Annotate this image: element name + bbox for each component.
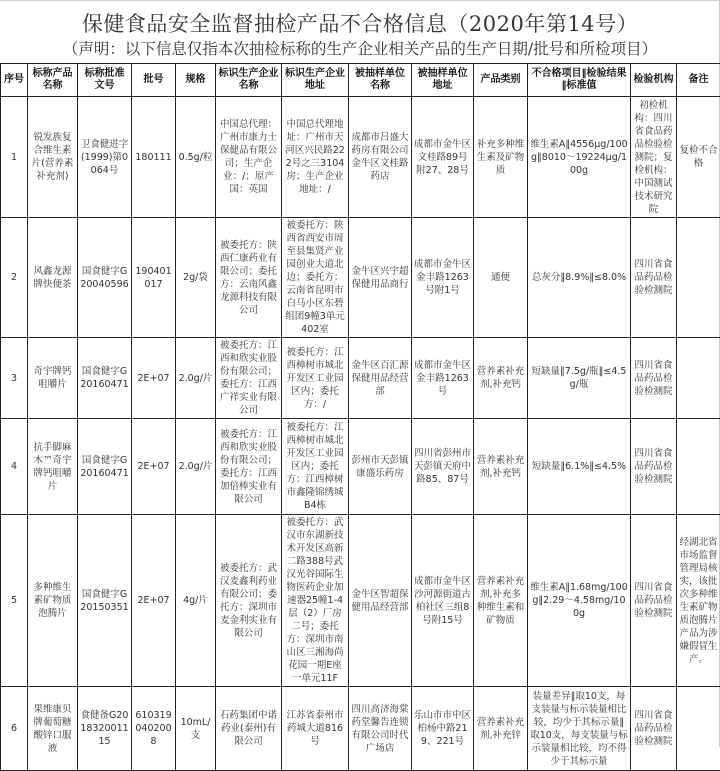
header-manufacturer: 标识生产企业名称 — [216, 64, 282, 97]
table-row — [1, 419, 720, 515]
cell-lab: 四川省食品药品检验检测院 — [631, 515, 677, 687]
cell-product-name: 果维康贝牌葡萄糖酸锌口服液 — [28, 687, 78, 771]
header-remark: 备注 — [677, 64, 720, 97]
cell-remark: 经湖北省市场监督管理局核实，该批次多种维生素矿物质泡腾片产品为涉嫌假冒生产。 — [677, 515, 720, 687]
cell-lab: 四川省食品药品检验检测院 — [631, 419, 677, 515]
cell-spec: 2g/袋 — [176, 218, 216, 338]
cell-product-name: 奇宇牌钙咀嚼片 — [28, 338, 78, 419]
cell-sampled-address: 成都市金牛区沙河源街道古柏社区三组8号附15号 — [412, 515, 474, 687]
table-row — [1, 218, 720, 338]
header-lab: 检验机构 — [631, 64, 677, 97]
cell-product-name: 多种维生素矿物质泡腾片 — [28, 515, 78, 687]
cell-failed-item: 短缺量‖7.5g/瓶‖≤4.5g/瓶 — [528, 338, 631, 419]
cell-sampled-address: 四川省彭州市天彭镇天府中路85、87号 — [412, 419, 474, 515]
cell-failed-item: 维生素A‖4556μg/100g‖8010～19224μg/100g — [528, 97, 631, 218]
cell-remark — [677, 338, 720, 419]
header-manufacturer-address: 标识生产企业地址 — [282, 64, 349, 97]
cell-failed-item: 短缺量‖6.1%‖≤4.5% — [528, 419, 631, 515]
cell-product-name: 锐发族复合维生素片(营养素补充剂) — [28, 97, 78, 218]
cell-no: 2 — [1, 218, 28, 338]
header-sampled-address: 被抽样单位地址 — [412, 64, 474, 97]
cell-manufacturer-address: 中国总代理地址：广州市天河区兴民路222号之三3104房；生产企业地址：/ — [282, 97, 349, 218]
cell-batch-no: 2E+07 — [132, 338, 176, 419]
document-subtitle: （声明：以下信息仅指本次抽检标称的生产企业相关产品的生产日期/批号和所检项目） — [0, 37, 720, 59]
cell-remark — [677, 419, 720, 515]
cell-sampled-address: 成都市金牛区金丰路1263号 — [412, 338, 474, 419]
cell-manufacturer: 被委托方：武汉麦鑫利药业有限公司；委托方：深圳市麦金利实业有限公司 — [216, 515, 282, 687]
header-no: 序号 — [1, 64, 28, 97]
table-row — [1, 515, 720, 687]
cell-sampled-unit: 彭州市天彭镇康盛乐药房 — [349, 419, 412, 515]
cell-no: 6 — [1, 687, 28, 771]
table-row — [1, 97, 720, 218]
cell-manufacturer: 中国总代理：广州市康力士保健品有限公司；生产企业：/；原产国：英国 — [216, 97, 282, 218]
cell-failed-item: 总灰分‖8.9%‖≤8.0% — [528, 218, 631, 338]
cell-approval-no: 卫食健进字(1999)第0064号 — [78, 97, 132, 218]
cell-no: 5 — [1, 515, 28, 687]
cell-sampled-unit: 金牛区兴宇超保健用品商行 — [349, 218, 412, 338]
cell-batch-no: 190401017 — [132, 218, 176, 338]
cell-category: 营养素补充剂,补充钙 — [474, 338, 528, 419]
cell-sampled-address: 成都市金牛区金丰路1263号附1号 — [412, 218, 474, 338]
cell-batch-no: 2E+07 — [132, 419, 176, 515]
cell-product-name: 抗手脚麻木™奇宇牌钙咀嚼片 — [28, 419, 78, 515]
cell-sampled-address: 成都市金牛区文桂路89号附27、28号 — [412, 97, 474, 218]
inspection-table — [0, 63, 720, 771]
cell-sampled-unit: 成都市吕盛大药房有限公司金牛区文桂路药店 — [349, 97, 412, 218]
cell-approval-no: 国食健字G20160471 — [78, 419, 132, 515]
cell-remark: 复检不合格 — [677, 97, 720, 218]
cell-manufacturer: 被委托方：江西和欣实业股份有限公司；委托方：江西加倍棒实业有限公司 — [216, 419, 282, 515]
cell-approval-no: 国食健字G20150351 — [78, 515, 132, 687]
cell-category: 通便 — [474, 218, 528, 338]
cell-sampled-address: 乐山市市中区柏杨中路219、221号 — [412, 687, 474, 771]
cell-failed-item: 维生素A‖1.68mg/100g‖2.29～4.58mg/100g — [528, 515, 631, 687]
cell-manufacturer-address: 被委托方：江西樟树市城北开发区工业园区内；委托方：/ — [282, 338, 349, 419]
cell-manufacturer: 石药集团中诺药业(泰州)有限公司 — [216, 687, 282, 771]
cell-no: 3 — [1, 338, 28, 419]
cell-manufacturer-address: 被委托方：武汉市东湖新技术开发区高新二路388号武汉光谷国际生物医药企业加速器25幢1-4层（2）厂房二号；委托方：深圳市南山区三湘海尚花园一期E座一单元11F — [282, 515, 349, 687]
cell-manufacturer: 被委托方：江西和欣实业股份有限公司；委托方：江西广祥实业有限公司 — [216, 338, 282, 419]
cell-no: 1 — [1, 97, 28, 218]
document-title: 保健食品安全监督抽检产品不合格信息（2020年第14号） — [0, 8, 720, 38]
cell-category: 营养素补充剂,补充锌 — [474, 687, 528, 771]
header-sampled-unit: 被抽样单位名称 — [349, 64, 412, 97]
cell-remark — [677, 218, 720, 338]
cell-sampled-unit: 四川高济海棠药堂馨告连锁有限公司时代广场店 — [349, 687, 412, 771]
cell-spec: 10mL/支 — [176, 687, 216, 771]
header-approval-no: 标称批准文号 — [78, 64, 132, 97]
header-product-name: 标称产品名称 — [28, 64, 78, 97]
cell-manufacturer-address: 江苏省泰州市药城大道816号 — [282, 687, 349, 771]
header-spec: 规格 — [176, 64, 216, 97]
cell-category: 补充多种维生素及矿物质 — [474, 97, 528, 218]
cell-spec: 2.0g/片 — [176, 338, 216, 419]
cell-category: 营养素补充剂,补充钙 — [474, 419, 528, 515]
cell-lab: 四川省食品药品检验检测院 — [631, 338, 677, 419]
cell-spec: 0.5g/粒 — [176, 97, 216, 218]
cell-category: 营养素补充剂,补充多种维生素和矿物质 — [474, 515, 528, 687]
cell-manufacturer-address: 被委托方：陕西省西安市周至县集贤产业园创业大道北边；委托方：云南省昆明市白马小区东碧组团9幢3单元402室 — [282, 218, 349, 338]
header-failed-item: 不合格项目‖检验结果‖标准值 — [528, 64, 631, 97]
cell-remark — [677, 687, 720, 771]
cell-product-name: 风鑫龙源牌快便茶 — [28, 218, 78, 338]
cell-no: 4 — [1, 419, 28, 515]
header-category: 产品类别 — [474, 64, 528, 97]
cell-manufacturer: 被委托方：陕西仁康药业有限公司；委托方：云南风鑫龙源科技有限公司 — [216, 218, 282, 338]
cell-spec: 2.0g/片 — [176, 419, 216, 515]
cell-approval-no: 食健备G201832001115 — [78, 687, 132, 771]
table-row — [1, 338, 720, 419]
cell-manufacturer-address: 被委托方：江西樟树市城北开发区工业园区内；委托方：江西樟树市鑫隆锦绣城B4栋 — [282, 419, 349, 515]
cell-approval-no: 国食健字G20160471 — [78, 338, 132, 419]
cell-sampled-unit: 金牛区智超保健用品经营部 — [349, 515, 412, 687]
cell-batch-no: 2E+07 — [132, 515, 176, 687]
table-header-row — [1, 64, 720, 97]
cell-lab: 四川省食品药品检验检测院 — [631, 687, 677, 771]
cell-spec: 4g/片 — [176, 515, 216, 687]
header-batch-no: 批号 — [132, 64, 176, 97]
cell-failed-item: 装量差异‖取10支，每支装量与标示装量相比较，均少于其标示量‖取10支，每支装量与标示装量相比较，均不得少于其标示量 — [528, 687, 631, 771]
cell-batch-no: 180111 — [132, 97, 176, 218]
table-row — [1, 687, 720, 771]
cell-lab: 四川省食品药品检验检测院 — [631, 218, 677, 338]
cell-lab: 初检机构：四川省食品药品检验检测院；复检机构：中国测试技术研究院 — [631, 97, 677, 218]
cell-sampled-unit: 金牛区百汇源保健用品经营部 — [349, 338, 412, 419]
cell-batch-no: 6103190402008 — [132, 687, 176, 771]
cell-approval-no: 国食健字G20040596 — [78, 218, 132, 338]
